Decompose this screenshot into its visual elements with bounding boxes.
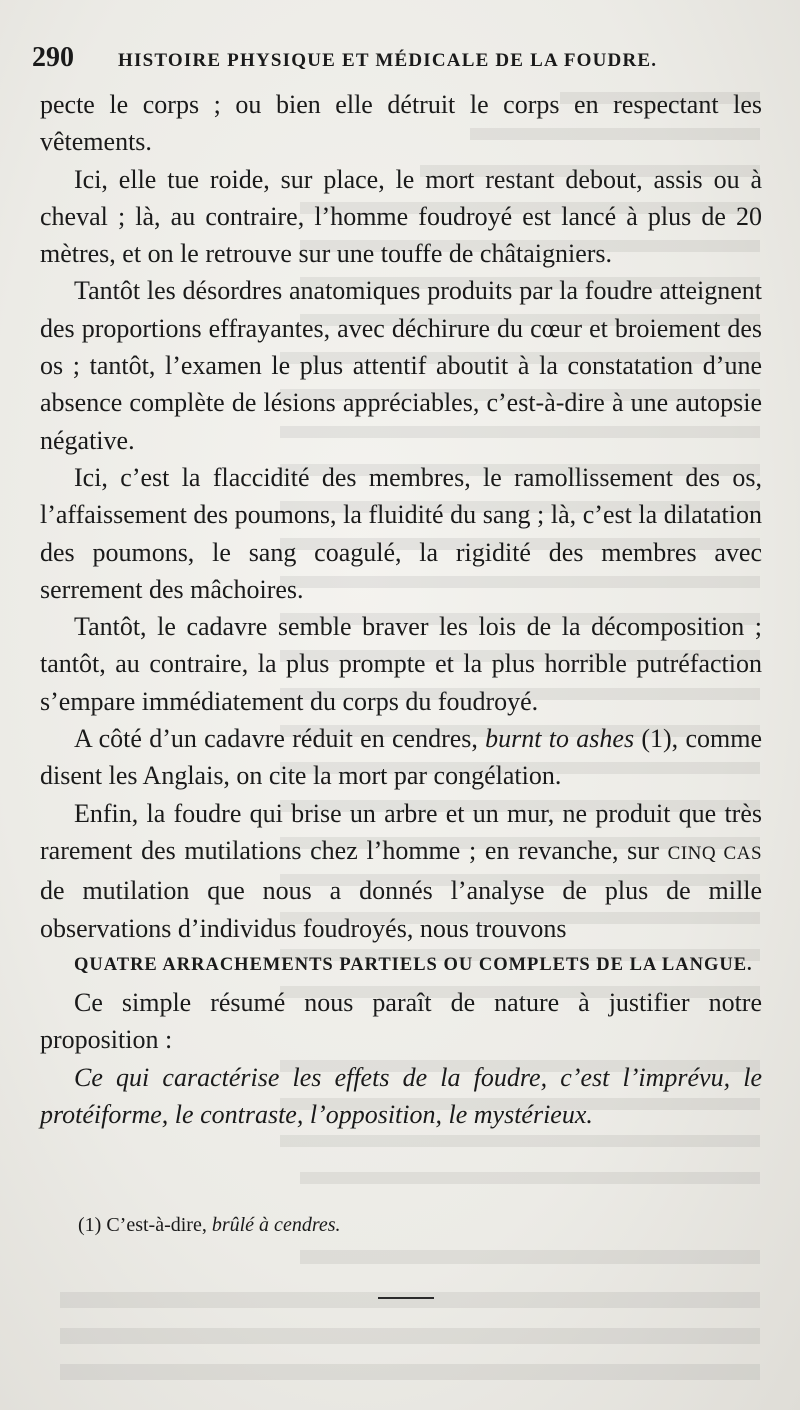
paragraph-7-small-caps: CINQ CAS	[667, 842, 763, 864]
paragraph-7-text-before: Enfin, la foudre qui brise un arbre et un mur, ne produit que très rarement des mutilations chez l’homme ; en revanche, sur	[40, 798, 762, 865]
paragraph-2: Ici, elle tue roide, sur place, le mort restant debout, assis ou à cheval ; là, au contraire, l’homme foudroyé est lancé à plus de 20 mètres, et on le retrouve sur une touffe de châtaigniers.	[40, 164, 762, 269]
paragraph-8: Ce simple résumé nous paraît de nature à justifier notre proposition :	[40, 988, 762, 1055]
paragraph-3: Tantôt les désordres anatomiques produits par la foudre atteignent des proportions effrayantes, avec déchirure du cœur et broiement des os ; tantôt, l’examen le plus attentif aboutit à la constatation d’une absence complète de lésions appréciables, c’est-à-dire à une autopsie négative.	[40, 276, 762, 455]
paragraph-6-text-before: A côté d’un cadavre réduit en cendres,	[74, 724, 478, 754]
footnote-reference: (1),	[641, 724, 679, 754]
paragraph-4: Ici, c’est la flaccidité des membres, le ramollissement des os, l’affaissement des poumons, la fluidité du sang ; là, c’est la dilatation des poumons, le sang coagulé, la rigidité des membres avec serrement des mâchoires.	[40, 462, 762, 604]
paragraph-1: pecte le corps ; ou bien elle détruit le corps en respectant les vêtements.	[40, 90, 762, 157]
paragraph-6-english-phrase: burnt to ashes	[485, 724, 635, 754]
running-head-title: HISTOIRE PHYSIQUE ET MÉDICALE DE LA FOUDRE.	[118, 50, 658, 71]
body-text	[40, 86, 762, 1133]
running-header	[32, 42, 772, 78]
paragraph-7	[40, 795, 762, 984]
paragraph-7-emphasis-caps: QUATRE ARRACHEMENTS PARTIELS OU COMPLETS DE LA LANGUE.	[74, 954, 753, 975]
paragraph-6-text-after: comme disent les Anglais, on cite la mort par congélation.	[40, 724, 762, 791]
footnote-italic-text: brûlé à cendres.	[211, 1214, 341, 1236]
footnote-marker: (1)	[78, 1214, 102, 1236]
paragraph-5: Tantôt, le cadavre semble braver les lois de la décomposition ; tantôt, au contraire, la plus prompte et la plus horrible putréfaction s’empare immédiatement du corps du foudroyé.	[40, 612, 762, 716]
paragraph-6	[40, 720, 762, 795]
footnote	[78, 1214, 341, 1237]
page-number: 290	[32, 42, 74, 73]
closing-rule	[378, 1297, 434, 1299]
paragraph-9-italic-proposition: Ce qui caractérise les effets de la foudre, c’est l’imprévu, le protéiforme, le contraste, l’opposition, le mystérieux.	[40, 1062, 762, 1130]
paragraph-7-text-after: de mutilation que nous a donnés l’analyse de plus de mille observations d’individus foudroyés, nous trouvons	[40, 876, 762, 943]
footnote-text: C’est-à-dire,	[106, 1214, 207, 1236]
